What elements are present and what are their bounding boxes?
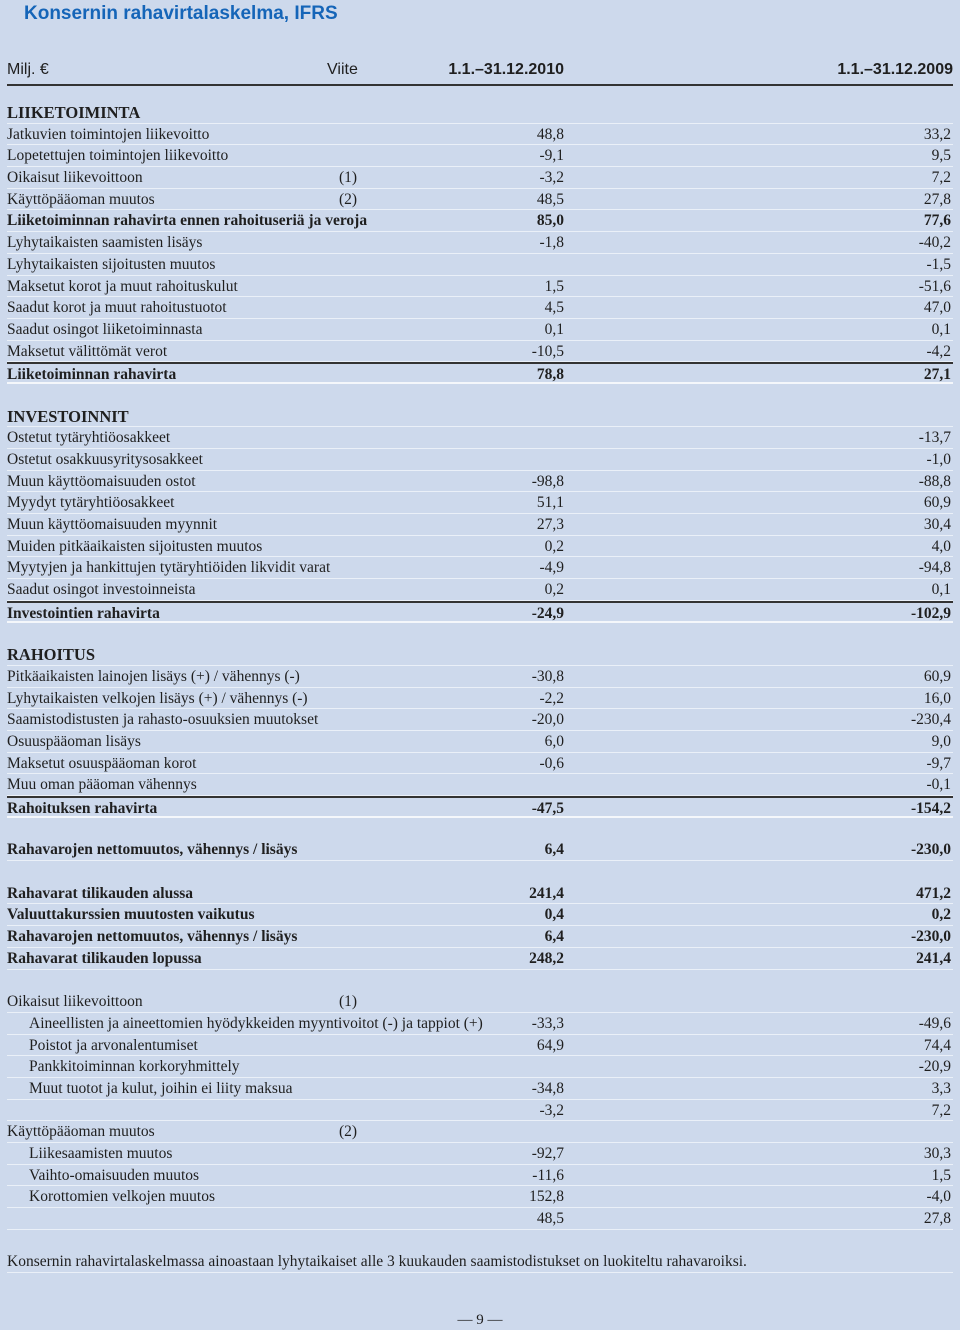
row-note-ref: (1): [339, 169, 358, 187]
value-2009: -51,6: [918, 277, 951, 295]
row-label: Liiketoiminnan rahavirta ennen rahoituseriä ja veroja: [7, 212, 368, 230]
value-2009: -88,8: [918, 472, 951, 490]
value-2010: -1,8: [539, 234, 564, 252]
row-label: Saadut osingot investoinneista: [7, 581, 196, 599]
cash-flow-table: [7, 102, 953, 1273]
value-2009: 9,5: [931, 147, 951, 165]
value-2010: -33,3: [531, 1014, 564, 1032]
table-row: [7, 492, 953, 514]
table-row: [7, 557, 953, 579]
table-row: [7, 796, 953, 818]
value-2010: 85,0: [536, 212, 564, 230]
row-label: Saadut korot ja muut rahoitustuotot: [7, 299, 227, 317]
value-2010: -4,9: [539, 559, 564, 577]
row-label: Liikesaamisten muutos: [29, 1145, 173, 1162]
value-2010: 48,5: [536, 190, 564, 208]
table-row: [7, 688, 953, 710]
value-2010: -11,6: [532, 1166, 564, 1184]
value-2010: -47,5: [531, 800, 564, 817]
value-2010: -10,5: [531, 342, 564, 360]
spacer-row: [7, 1230, 953, 1252]
table-row: [7, 1208, 953, 1230]
row-label: Käyttöpääoman muutos: [7, 190, 155, 208]
table-row: [7, 427, 953, 449]
value-2009: 1,5: [931, 1166, 951, 1184]
value-2009: 16,0: [923, 689, 951, 707]
row-label: RAHOITUS: [7, 645, 96, 665]
value-2009: 74,4: [923, 1036, 951, 1054]
value-2010: -0,6: [539, 754, 564, 772]
table-row: [7, 297, 953, 319]
value-2009: 27,1: [923, 366, 951, 384]
table-row: [7, 145, 953, 167]
table-row: [7, 124, 953, 146]
section-heading: [7, 644, 953, 666]
value-2009: 27,8: [923, 1210, 951, 1228]
value-2010: -98,8: [531, 472, 564, 490]
page-title: Konsernin rahavirtalaskelma, IFRS: [24, 3, 338, 24]
section-heading: [7, 102, 953, 124]
table-row: [7, 883, 953, 905]
table-row: [7, 471, 953, 493]
value-2009: 7,2: [931, 169, 951, 187]
table-row: [7, 1165, 953, 1187]
value-2009: -49,6: [918, 1014, 951, 1032]
row-label: Rahoituksen rahavirta: [7, 800, 158, 817]
table-row: [7, 774, 953, 796]
table-row: [7, 1186, 953, 1208]
section-heading: [7, 406, 953, 428]
value-2009: -4,2: [926, 342, 951, 360]
spacer-row: [7, 623, 953, 645]
table-row: [7, 167, 953, 189]
row-label: Maksetut välittömät verot: [7, 342, 168, 360]
value-2010: 1,5: [544, 277, 564, 295]
table-row: [7, 319, 953, 341]
value-2009: 7,2: [931, 1101, 951, 1119]
table-row: [7, 709, 953, 731]
spacer-row: [7, 861, 953, 883]
table-row: [7, 514, 953, 536]
row-label: INVESTOINNIT: [7, 406, 129, 426]
table-row: [7, 904, 953, 926]
value-2009: -230,0: [910, 928, 951, 946]
value-2010: 6,0: [544, 732, 564, 750]
value-2010: 78,8: [536, 366, 564, 384]
row-label: Korottomien velkojen muutos: [29, 1188, 215, 1206]
row-label: Saamistodistusten ja rahasto-osuuksien muutokset: [7, 711, 319, 729]
table-row: [7, 1035, 953, 1057]
value-2010: -3,2: [539, 1101, 564, 1119]
value-2009: -1,0: [926, 451, 951, 468]
table-row: [7, 1121, 953, 1143]
row-label: Muu oman pääoman vähennys: [7, 776, 197, 794]
row-label: Lopetettujen toimintojen liikevoitto: [7, 147, 229, 165]
table-row: [7, 362, 953, 384]
row-label: LIIKETOIMINTA: [7, 103, 141, 122]
value-2009: 241,4: [916, 949, 951, 967]
value-2009: 33,2: [923, 125, 951, 143]
row-label: Muut tuotot ja kulut, joihin ei liity maksua: [29, 1079, 293, 1097]
row-label: Myydyt tytäryhtiöosakkeet: [7, 494, 175, 512]
row-label: Investointien rahavirta: [7, 604, 160, 622]
row-label: Poistot ja arvonalentumiset: [29, 1036, 198, 1054]
table-row: [7, 1056, 953, 1078]
value-2010: -20,0: [531, 711, 564, 729]
table-row: [7, 1143, 953, 1165]
value-2009: 30,4: [923, 516, 951, 534]
value-2010: -30,8: [531, 667, 564, 685]
header-divider: [7, 84, 953, 86]
table-row: [7, 1100, 953, 1122]
row-label: Rahavarojen nettomuutos, vähennys / lisäys: [7, 928, 298, 946]
value-2010: 48,5: [536, 1210, 564, 1228]
row-label: Pankkitoiminnan korkoryhmittely: [29, 1058, 240, 1076]
row-label: Lyhytaikaisten velkojen lisäys (+) / vähennys (-): [7, 689, 308, 707]
row-label: Lyhytaikaisten saamisten lisäys: [7, 234, 203, 252]
row-label: Pitkäaikaisten lainojen lisäys (+) / vähennys (-): [7, 667, 300, 685]
value-2010: 27,3: [536, 516, 564, 534]
value-2010: 6,4: [544, 928, 564, 946]
value-2010: 4,5: [544, 299, 564, 317]
row-note-ref: (2): [339, 190, 358, 208]
row-label: Aineellisten ja aineettomien hyödykkeiden myyntivoitot (-) ja tappiot (+): [29, 1014, 483, 1032]
value-2009: 0,1: [931, 320, 951, 338]
table-row: [7, 276, 953, 298]
value-2009: -13,7: [918, 429, 951, 447]
table-row: [7, 341, 953, 363]
table-row: [7, 601, 953, 623]
table-row: [7, 839, 953, 861]
table-row: [7, 189, 953, 211]
table-row: [7, 926, 953, 948]
table-row: [7, 1013, 953, 1035]
value-2010: 51,1: [536, 494, 564, 512]
value-2010: 0,1: [544, 320, 564, 338]
row-note-ref: (2): [339, 1123, 358, 1141]
value-2009: -102,9: [910, 604, 951, 622]
table-row: [7, 579, 953, 601]
table-row: [7, 232, 953, 254]
row-label: Jatkuvien toimintojen liikevoitto: [7, 125, 210, 143]
table-row: [7, 991, 953, 1013]
value-2009: 60,9: [923, 667, 951, 685]
unit-label: Milj. €: [7, 61, 49, 78]
value-2010: 152,8: [529, 1188, 564, 1206]
value-2009: 4,0: [931, 537, 951, 555]
year-2009-header: 1.1.–31.12.2009: [837, 61, 953, 78]
row-label: Myytyjen ja hankittujen tytäryhtiöiden likvidit varat: [7, 559, 331, 577]
value-2009: 9,0: [931, 732, 951, 750]
table-row: [7, 449, 953, 471]
row-note-ref: (1): [339, 993, 358, 1011]
value-2010: 248,2: [529, 949, 564, 967]
row-label: Vaihto-omaisuuden muutos: [29, 1166, 200, 1184]
value-2009: -20,9: [918, 1058, 951, 1076]
page-number: — 9 —: [457, 1312, 503, 1328]
row-label: Muun käyttöomaisuuden ostot: [7, 472, 196, 490]
value-2010: 0,2: [544, 581, 564, 599]
year-2010-header: 1.1.–31.12.2010: [448, 61, 564, 78]
value-2010: -24,9: [531, 604, 564, 622]
value-2009: 3,3: [931, 1079, 951, 1097]
value-2010: -92,7: [531, 1145, 564, 1162]
value-2009: -230,4: [910, 711, 951, 729]
spacer-row: [7, 970, 953, 992]
row-label: Valuuttakurssien muutosten vaikutus: [7, 906, 255, 924]
spacer-row: [7, 818, 953, 840]
value-2009: 30,3: [923, 1145, 951, 1162]
table-row: [7, 1078, 953, 1100]
value-2009: -40,2: [918, 234, 951, 252]
value-2009: -154,2: [910, 800, 951, 817]
row-label: Oikaisut liikevoittoon: [7, 993, 143, 1011]
row-label: Osuuspääoman lisäys: [7, 732, 141, 750]
row-label: Maksetut osuuspääoman korot: [7, 754, 197, 772]
value-2009: 0,2: [931, 906, 951, 924]
row-label: Muun käyttöomaisuuden myynnit: [7, 516, 218, 534]
value-2010: 241,4: [529, 884, 564, 902]
row-label: Rahavarat tilikauden alussa: [7, 884, 194, 902]
table-row: [7, 536, 953, 558]
value-2010: 64,9: [536, 1036, 564, 1054]
table-row: [7, 1251, 953, 1273]
row-label: Muiden pitkäaikaisten sijoitusten muutos: [7, 537, 263, 555]
value-2010: 6,4: [544, 841, 564, 859]
row-label: Konsernin rahavirtalaskelmassa ainoastaan lyhytaikaiset alle 3 kuukauden saamistodistukset on luokiteltu rahavaroiksi.: [7, 1253, 747, 1271]
row-label: Saadut osingot liiketoiminnasta: [7, 320, 203, 338]
value-2009: 60,9: [923, 494, 951, 512]
value-2009: 0,1: [931, 581, 951, 599]
value-2009: -0,1: [926, 776, 951, 794]
value-2010: -3,2: [539, 169, 564, 187]
note-column-header: Viite: [327, 61, 358, 78]
value-2010: -2,2: [539, 689, 564, 707]
row-label: Oikaisut liikevoittoon: [7, 169, 143, 187]
value-2010: 48,8: [536, 125, 564, 143]
spacer-row: [7, 384, 953, 406]
value-2009: -1,5: [926, 255, 951, 273]
row-label: Liiketoiminnan rahavirta: [7, 366, 177, 384]
column-header: [7, 58, 953, 82]
value-2009: -94,8: [918, 559, 951, 577]
table-row: [7, 731, 953, 753]
row-label: Ostetut osakkuusyritysosakkeet: [7, 451, 203, 468]
row-label: Käyttöpääoman muutos: [7, 1123, 155, 1141]
row-label: Ostetut tytäryhtiöosakkeet: [7, 429, 171, 447]
value-2010: -34,8: [531, 1079, 564, 1097]
value-2009: -230,0: [910, 841, 951, 859]
value-2009: 27,8: [923, 190, 951, 208]
table-row: [7, 666, 953, 688]
value-2009: 47,0: [923, 299, 951, 317]
value-2009: -9,7: [926, 754, 951, 772]
table-row: [7, 254, 953, 276]
table-row: [7, 753, 953, 775]
value-2009: 471,2: [916, 884, 951, 902]
row-label: Rahavarojen nettomuutos, vähennys / lisäys: [7, 841, 298, 859]
row-label: Lyhytaikaisten sijoitusten muutos: [7, 255, 216, 273]
table-row: [7, 210, 953, 232]
value-2010: 0,2: [544, 537, 564, 555]
row-label: Rahavarat tilikauden lopussa: [7, 949, 202, 967]
row-label: Maksetut korot ja muut rahoituskulut: [7, 277, 238, 295]
value-2009: 77,6: [923, 212, 951, 230]
value-2009: -4,0: [926, 1188, 951, 1206]
value-2010: 0,4: [544, 906, 564, 924]
table-row: [7, 948, 953, 970]
value-2010: -9,1: [539, 147, 564, 165]
